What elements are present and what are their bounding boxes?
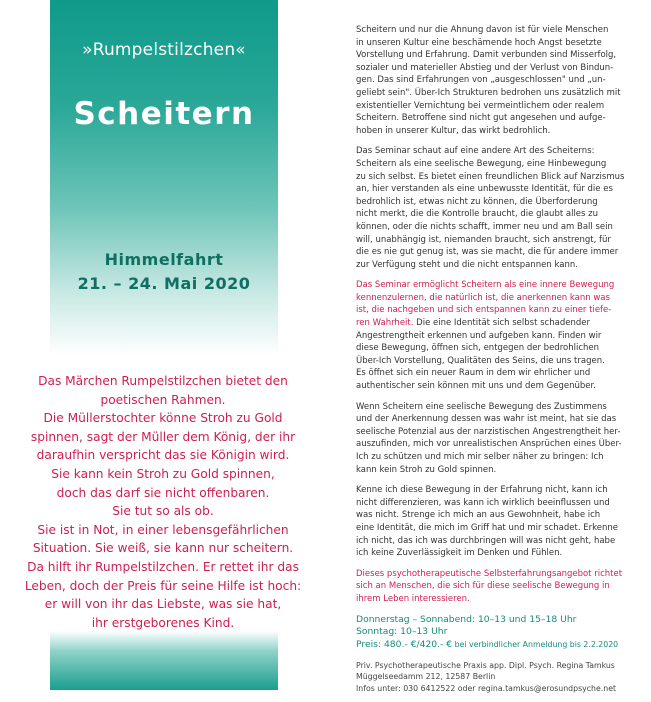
text-line: können, oder die nichts schafft, immer neu und am Ball sein [356,221,613,232]
text-line: die es nie gut genug ist, was sie macht, die für andere immer [356,247,619,258]
banner-title: Scheitern [73,96,255,132]
highlight-line: Das Seminar ermöglicht Scheitern als eine innere Bewegung [356,280,615,291]
paragraph-audience [356,568,626,606]
text-line: ich nicht, das ich was durchbringen will was nicht geht, habe [356,535,616,546]
text-line: bedrohlich ist, etwas nicht zu können, die Überforderung [356,196,598,207]
text-line: Angestrengtheit erkennen und aufgeben kann. Finden wir [356,330,602,341]
story-line: Die Müllerstochter könne Stroh zu Gold [43,411,283,426]
text-line: eine Identität, die mich im Griff hat und mir schadet. Erkenne [356,522,618,533]
story-line: Situation. Sie weiß, sie kann nur scheitern. [32,541,294,556]
text-line: Scheitern als eine seelische Bewegung, eine Hinbewegung [356,158,607,169]
text-line: auszufinden, mich vor unrealistischen Ansprüchen eines Über- [356,439,622,450]
text-line: Scheitern. Betroffene sind nicht gut angesehen und aufge- [356,113,606,124]
story-line: spinnen, sagt der Müller dem König, der ihr [30,429,296,444]
description-column [356,24,626,702]
text-line: sozialer und materieller Abstieg und der Verlust von Bindun- [356,62,614,73]
paragraph-movement [356,401,626,477]
highlight-line: kennenzulernen, die natürlich ist, die anerkennen kann was [356,292,610,303]
story-line: Da hilft ihr Rumpelstilzchen. Er rettet ihr das [27,559,299,574]
schedule-sunday: Sonntag: 10–13 Uhr [356,626,448,638]
story-line: Leben, doch der Preis für seine Hilfe ist hoch: [24,578,302,593]
banner-date-range: 21. – 24. Mai 2020 [77,274,251,293]
story-line: Das Märchen Rumpelstilzchen bietet den [38,374,288,388]
text-line [356,317,626,330]
contact-address: Müggelseedamm 212, 12587 Berlin [356,672,496,682]
banner-subtitle: »Rumpelstilzchen« [82,40,246,60]
story-text [10,372,316,632]
text-line: in unseren Kultur eine beschämende hoch Angst besetzte [356,37,602,48]
text-line: zur Verfügung steht und die nicht entspannen kann. [356,259,578,270]
text-line: kann kein Stroh zu Gold spinnen. [356,464,497,475]
text-line: Scheitern und nur die Ahnung davon ist für viele Menschen [356,25,609,35]
price-note: bei verbindlicher Anmeldung bis 2.2.2020 [452,640,619,650]
contact-details: Infos unter: 030 6412522 oder regina.tamkus@erosundpsyche.net [356,683,617,693]
price-label: Preis: 480.- €/420.- € [356,639,453,651]
story-line: Sie tut so als ob. [112,504,214,519]
title-banner [50,0,278,355]
text-line: und der Anerkennung dessen was wahr ist meint, hat sie das [356,414,617,425]
highlight-line: ist, die nachgeben und sich entspannen kann zu einer tiefe- [356,305,612,316]
story-line: ihr erstgeborenes Kind. [91,615,235,630]
text-line: Kenne ich diese Bewegung in der Erfahrung nicht, kann ich [356,485,608,496]
text-line: Über-Ich Vorstellung, Qualitäten des Seins, die uns tragen. [356,355,605,366]
text-line: geliebt sein". Über-Ich Strukturen bedrohen uns zusätzlich mit [356,87,621,98]
text-line: authentischer sein können mit uns und dem Gegenüber. [356,381,596,392]
story-line: poetischen Rahmen. [100,392,226,407]
bottom-decoration-bar [50,631,278,690]
paragraph-intro [356,24,626,137]
contact-info [356,660,626,695]
story-line: er will von ihr das Liebste, was sie hat, [44,597,282,612]
text-line: Das Seminar schaut auf eine andere Art des Scheiterns: [356,146,595,157]
story-line: doch das darf sie nicht offenbaren. [56,485,270,500]
highlight-line: ihrem Leben interessieren. [356,593,470,604]
text-line: nicht differenzieren, was kann ich wirklich beeinflussen und [356,497,610,508]
paragraph-experience [356,484,626,560]
text-line: was nicht. Strenge ich mich an aus Gewohnheit, habe ich [356,510,601,521]
story-line: Sie ist in Not, in einer lebensgefährlichen [37,522,289,537]
text-continuation: Die eine Identität sich selbst schadender [416,318,590,329]
text-line: ich keine Zuverlässigkeit im Denken und Fühlen. [356,548,563,559]
highlight-text: ren Wahrheit. [356,318,414,329]
highlight-line: sich an Menschen, die sich für diese seelische Bewegung in [356,581,610,592]
text-line: Wenn Scheitern eine seelische Bewegung des Zustimmens [356,401,607,412]
contact-practice: Priv. Psychotherapeutische Praxis app. Dipl. Psych. Regina Tamkus [356,660,615,670]
text-line: existentieller Vernichtung bei vermeintlichem oder realem [356,100,605,111]
text-line: will, unabhängig ist, niemanden braucht, sich anstrengt, für [356,234,611,245]
schedule-weekdays: Donnerstag – Sonnabend: 10–13 und 15–18 Uhr [356,613,577,625]
story-line: daraufhin verspricht das sie Königin wird. [36,448,290,463]
text-line: hoben in unserer Kultur, das wirkt bedrohlich. [356,125,551,136]
story-line: Sie kann kein Stroh zu Gold spinnen, [51,466,275,481]
text-line: Ich zu schützen und mich mir selber näher zu bringen: Ich [356,452,604,462]
paragraph-seminar-enables [356,279,626,392]
text-line: diese Bewegung, öffnen sich, entgegen der bedrohlichen [356,343,600,354]
text-line: Es öffnet sich ein neuer Raum in dem wir ehrlicher und [356,368,591,379]
highlight-line: Dieses psychotherapeutische Selbsterfahrungsangebot richtet [356,568,623,579]
text-line: Vorstellung und Erfahrung. Damit verbunden sind Misserfolg, [356,50,617,61]
banner-date-label: Himmelfahrt [104,250,224,269]
text-line: gen. Das sind Erfahrungen von „ausgeschlossen" und „un- [356,75,606,86]
text-line: nicht merkt, die die Kontrolle braucht, die glaubt alles zu [356,209,599,220]
text-line: an, hier verstanden als eine unbewusste Identität, für die es [356,184,613,195]
text-line: seelische Potenzial aus der narzistischen Angestrengtheit her- [356,426,621,437]
paragraph-seminar-view [356,145,626,271]
price-line [356,639,626,652]
schedule-info [356,614,626,652]
text-line: zu sich selbst. Es bietet einen freundlichen Blick auf Narzismus [356,171,625,182]
